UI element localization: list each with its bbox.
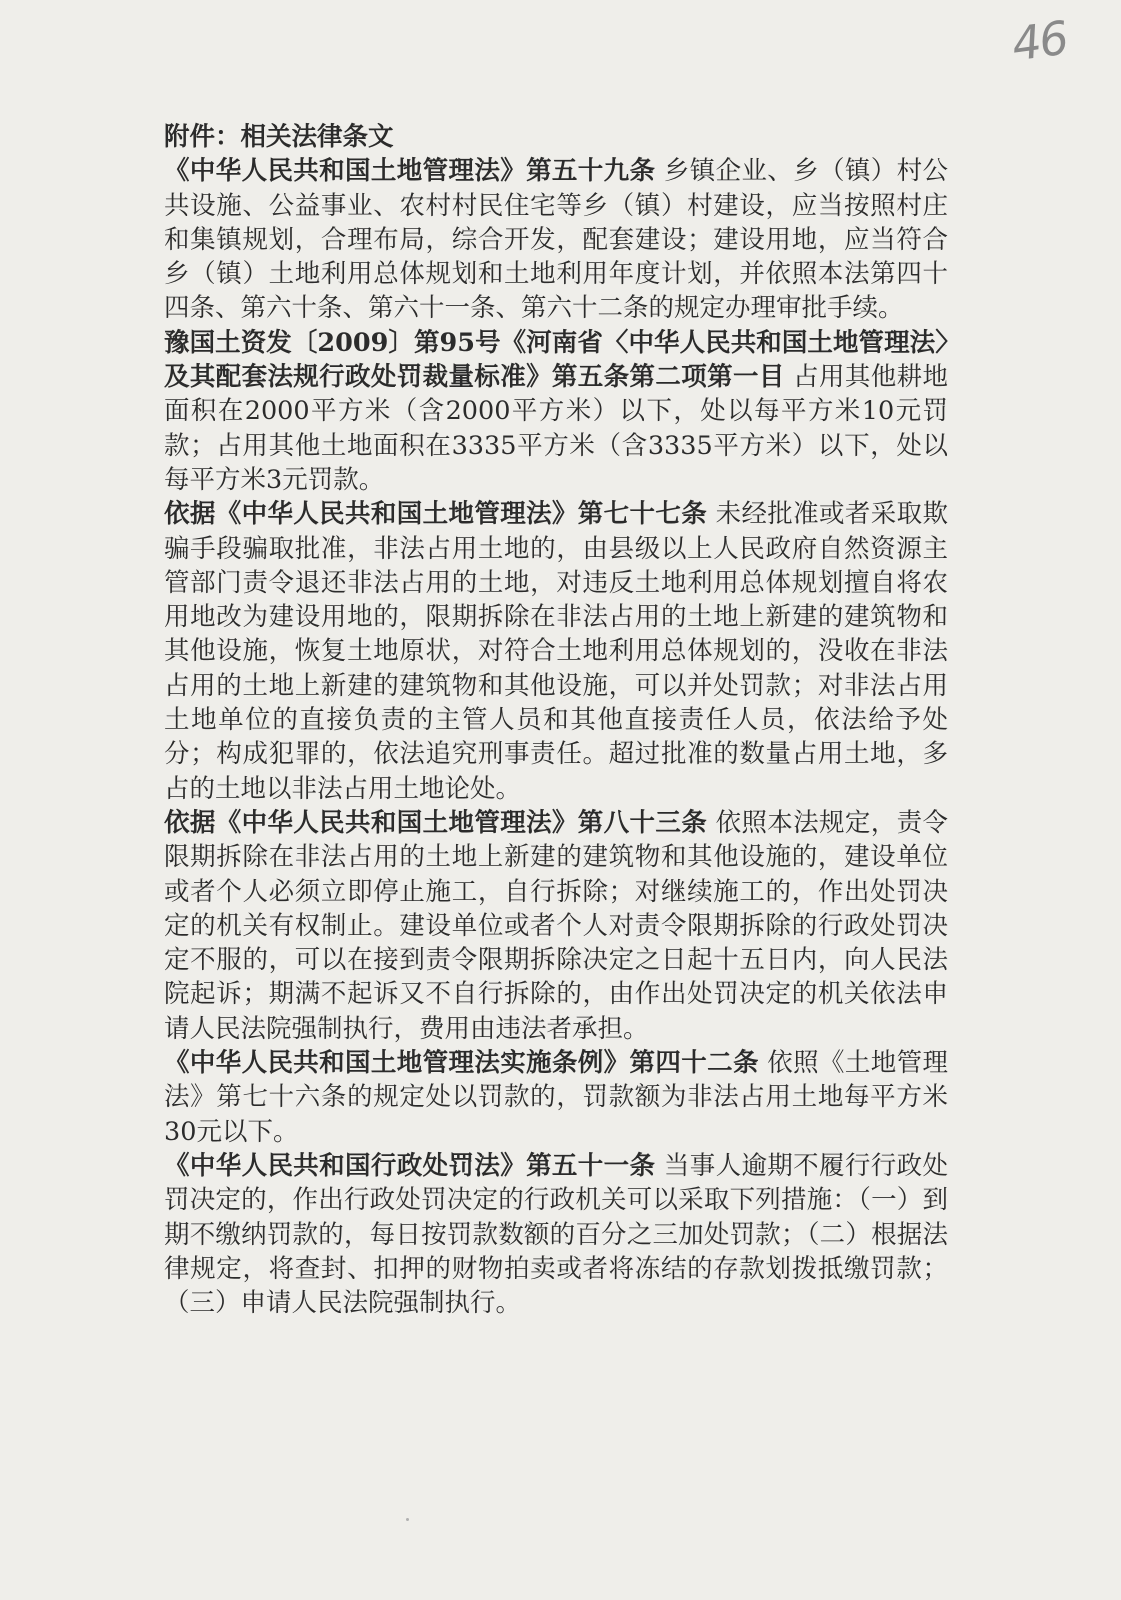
- attachment-heading: 附件：相关法律条文: [164, 122, 394, 152]
- article-1: [164, 154, 948, 325]
- article-5-text: 依照《土地管理法》第七十六条的规定处以罚款的，罚款额为非法占用土地每平方米30元以下。: [164, 1048, 948, 1147]
- article-3-reference: 依据《中华人民共和国土地管理法》第七十七条: [164, 499, 708, 530]
- article-3: [164, 497, 948, 806]
- article-4-text: 依照本法规定，责令限期拆除在非法占用的土地上新建的建筑物和其他设施的，建设单位或者个人必须立即停止施工，自行拆除；对继续施工的，作出处罚决定的机关有权制止。建设单位或者个人对责令限期拆除的行政处罚决定不服的，可以在接到责令限期拆除决定之日起十五日内，向人民法院起诉；期满不起诉又不自行拆除的，由作出处罚决定的机关依法申请人民法院强制执行，费用由违法者承担。: [164, 807, 948, 1044]
- article-4-reference: 依据《中华人民共和国土地管理法》第八十三条: [164, 807, 708, 838]
- article-5-reference: 《中华人民共和国土地管理法实施条例》第四十二条: [164, 1048, 759, 1079]
- article-6-reference: 《中华人民共和国行政处罚法》第五十一条: [164, 1150, 656, 1181]
- article-1-reference: 《中华人民共和国土地管理法》第五十九条: [164, 156, 656, 187]
- article-6: [164, 1149, 948, 1320]
- handwritten-page-number: 46: [1008, 10, 1071, 72]
- article-2: [164, 326, 948, 497]
- article-3-text: 未经批准或者采取欺骗手段骗取批准，非法占用土地的，由县级以上人民政府自然资源主管部门责令退还非法占用的土地，对违反土地利用总体规划擅自将农用地改为建设用地的，限期拆除在非法占用的土地上新建的建筑物和其他设施，恢复土地原状，对符合土地利用总体规划的，没收在非法占用的土地上新建的建筑物和其他设施，可以并处罚款；对非法占用土地单位的直接负责的主管人员和其他直接责任人员，依法给予处分；构成犯罪的，依法追究刑事责任。超过批准的数量占用土地，多占的土地以非法占用土地论处。: [164, 499, 948, 804]
- article-4: [164, 806, 948, 1046]
- article-6-text: 当事人逾期不履行行政处罚决定的，作出行政处罚决定的行政机关可以采取下列措施：（一）到期不缴纳罚款的，每日按罚款数额的百分之三加处罚款；（二）根据法律规定，将查封、扣押的财物拍卖或者将冻结的存款划拨抵缴罚款；（三）申请人民法院强制执行。: [164, 1150, 948, 1319]
- article-2-text: 占用其他耕地面积在2000平方米（含2000平方米）以下，处以每平方米10元罚款；占用其他土地面积在3335平方米（含3335平方米）以下，处以每平方米3元罚款。: [164, 362, 948, 495]
- article-2-reference: 豫国土资发〔2009〕第95号《河南省〈中华人民共和国土地管理法〉及其配套法规行政处罚裁量标准》第五条第二项第一目: [164, 327, 948, 393]
- article-5: [164, 1046, 948, 1149]
- document-body: [164, 120, 948, 1320]
- scan-speck: [406, 1518, 409, 1521]
- article-1-text: 乡镇企业、乡（镇）村公共设施、公益事业、农村村民住宅等乡（镇）村建设，应当按照村庄和集镇规划，合理布局，综合开发，配套建设；建设用地，应当符合乡（镇）土地利用总体规划和土地利用年度计划，并依照本法第四十四条、第六十条、第六十一条、第六十二条的规定办理审批手续。: [164, 156, 948, 324]
